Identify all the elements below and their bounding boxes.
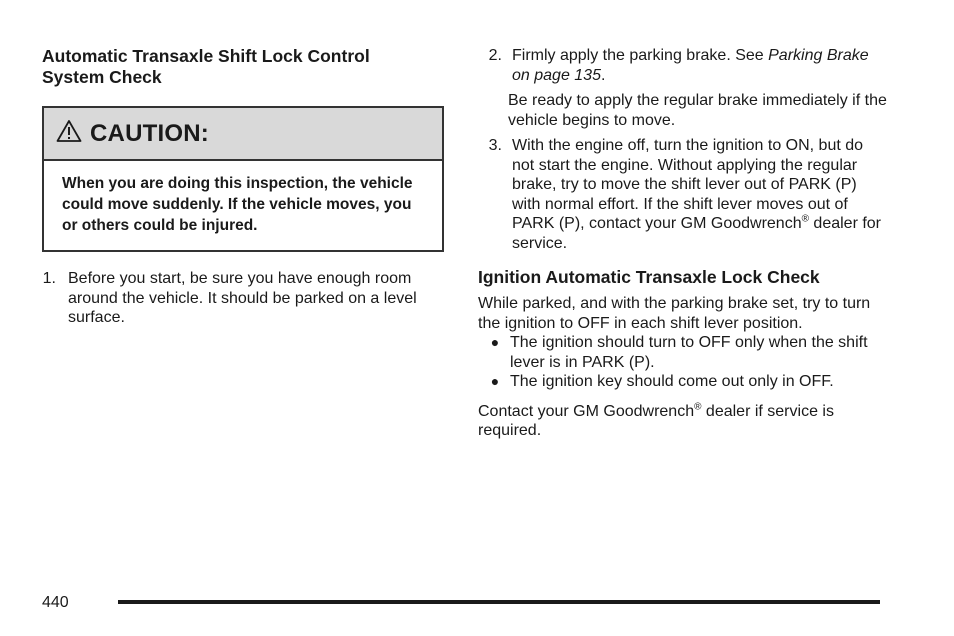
closing-paragraph: Contact your GM Goodwrench® dealer if service is required. (478, 401, 834, 439)
page-number: 440 (42, 594, 69, 611)
caution-title: CAUTION: (90, 119, 209, 147)
registered-mark: ® (801, 213, 809, 225)
intro-paragraph: While parked, and with the parking brake set, try to turn the ignition to OFF in each shift lever position. (478, 295, 871, 332)
list-item: ● The ignition key should come out only in OFF. (478, 372, 888, 392)
step-text: Before you start, be sure you have enough room around the vehicle. It should be parked on a level surface. (68, 270, 417, 326)
step-text: With the engine off, turn the ignition to ON, but do not start the engine. Without applying the regular brake, try to move the shift lever out of PARK (P) with normal effort. If the shift lever moves out of PARK (P), contact your GM Goodwrench (512, 137, 864, 232)
bullet-icon: ● (490, 373, 500, 389)
caution-header (44, 108, 442, 161)
section-heading: Automatic Transaxle Shift Lock Control System Check (42, 46, 370, 87)
step-1 (42, 269, 444, 328)
caution-box (42, 106, 444, 252)
warning-triangle-icon (56, 119, 82, 148)
bullet-icon: ● (490, 334, 500, 350)
page-reference-link[interactable]: Parking Brake on page 135 (512, 47, 869, 84)
footer-divider (118, 600, 880, 604)
step-2: 2. Firmly apply the parking brake. See Parking Brake on page 135. (478, 46, 888, 85)
step-number: 3. (488, 137, 502, 154)
section-heading-2: Ignition Automatic Transaxle Lock Check (478, 267, 820, 287)
right-column (478, 46, 888, 441)
left-column (42, 46, 444, 328)
caution-text: When you are doing this inspection, the vehicle could move suddenly. If the vehicle moves, you or others could be injured. (62, 175, 413, 234)
step-number: 1. (42, 270, 56, 287)
step-number: 2. (488, 47, 502, 64)
step-3: 3. With the engine off, turn the ignition to ON, but do not start the engine. Without applying the regular brake, try to move the shift lever out of PARK (P) with normal effort. If the shift lever moves out of PARK (P), contact your GM Goodwrench® dealer for service. (478, 136, 888, 253)
registered-mark: ® (694, 401, 702, 413)
step-2-note: Be ready to apply the regular brake immediately if the vehicle begins to move. (508, 92, 887, 129)
step-text: Firmly apply the parking brake. See (512, 47, 769, 64)
list-item: ● The ignition should turn to OFF only when the shift lever is in PARK (P). (478, 333, 888, 372)
